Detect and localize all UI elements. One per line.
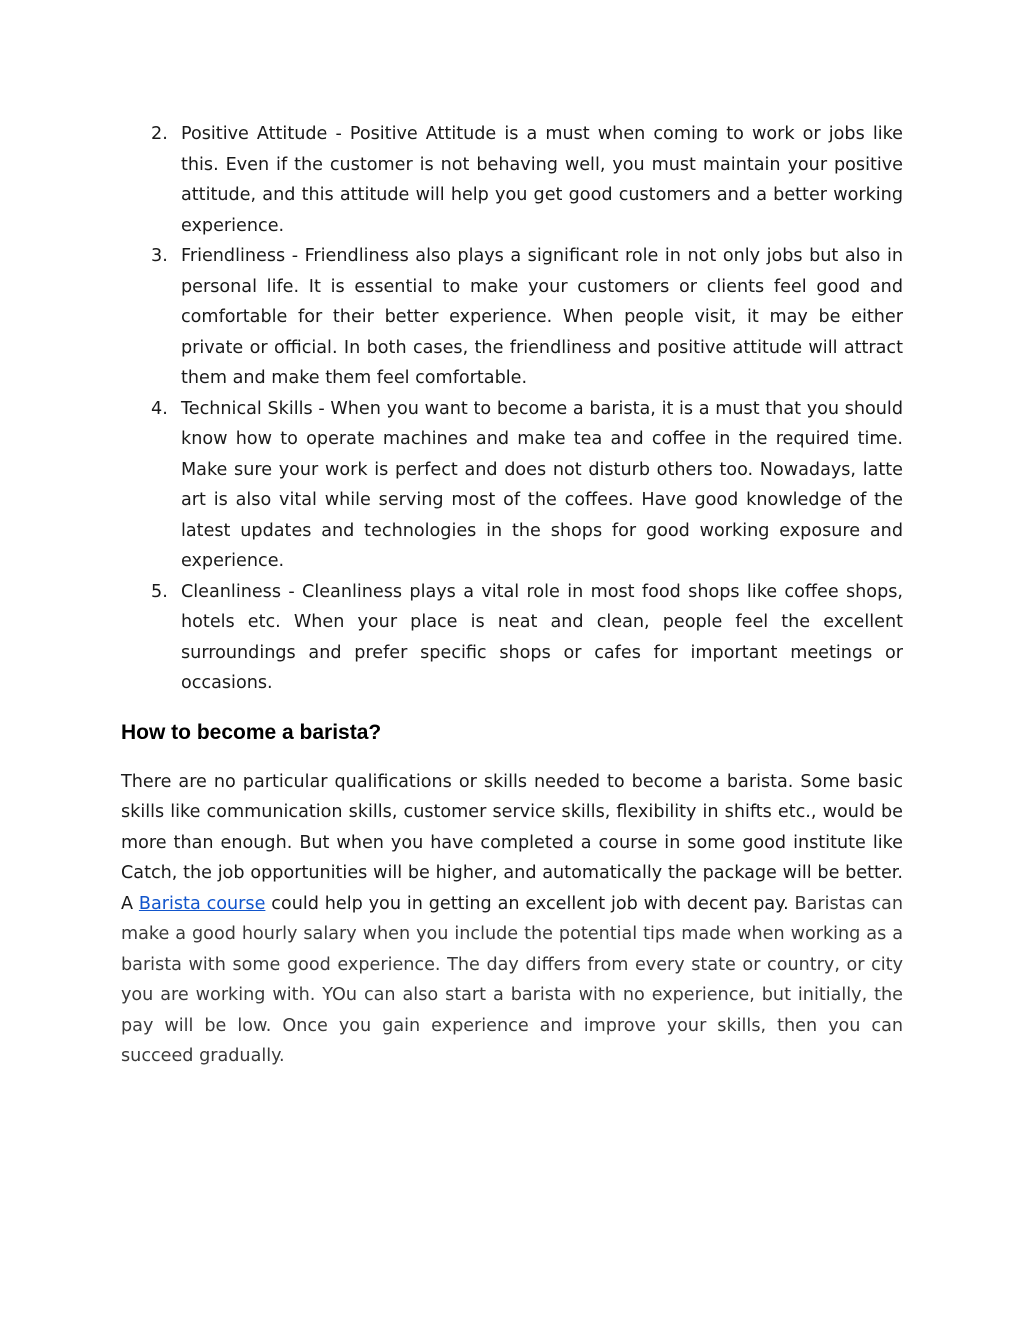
- section-heading: How to become a barista?: [121, 720, 382, 744]
- paragraph-text-before-link: There are no particular qualifications or skills needed to become a barista. Some basic skills like communication skills, customer service skills, flexibility in shifts etc., would be more than enough. But when you have completed a course in some good institute like Catch, the job opportunities will be higher, and automatically the package will be better. A: [121, 771, 903, 914]
- document-page: [121, 119, 903, 1072]
- list-item: [121, 119, 903, 241]
- body-paragraph: [121, 767, 903, 1072]
- list-item-text: Cleanliness - Cleanliness plays a vital role in most food shops like coffee shops, hotels etc. When your place is neat and clean, people feel the excellent surroundings and prefer specific shops or cafes for important meetings or occasions.: [181, 581, 903, 693]
- list-item: [121, 577, 903, 699]
- list-item-text: Technical Skills - When you want to become a barista, it is a must that you should know how to operate machines and make tea and coffee in the required time. Make sure your work is perfect and does not disturb others too. Nowadays, latte art is also vital while serving most of the coffees. Have good knowledge of the latest updates and technologies in the shops for good working exposure and experience.: [181, 398, 903, 571]
- list-item: [121, 241, 903, 394]
- list-item-text: Friendliness - Friendliness also plays a significant role in not only jobs but also in personal life. It is essential to make your customers or clients feel good and comfortable for their better experience. When people visit, it may be either private or official. In both cases, the friendliness and positive attitude will attract them and make them feel comfortable.: [181, 246, 903, 388]
- list-item-number: 5.: [151, 581, 168, 602]
- list-item-number: 4.: [151, 398, 168, 419]
- list-item-number: 2.: [151, 124, 168, 144]
- barista-course-link[interactable]: Barista course: [138, 893, 266, 914]
- list-item-text: Positive Attitude - Positive Attitude is a must when coming to work or jobs like this. Even if the customer is not behaving well, you must maintain your positive attitude, and this attitude will help you get good customers and a better working experience.: [181, 124, 903, 236]
- list-item: [121, 394, 903, 577]
- paragraph-text-after-link: could help you in getting an excellent job with decent pay.: [265, 893, 795, 914]
- paragraph-text-tail: Baristas can make a good hourly salary when you include the potential tips made when working as a barista with some good experience. The day differs from every state or country, or city you are working with. YOu can also start a barista with no experience, but initially, the pay will be low. Once you gain experience and improve your skills, then you can succeed gradually.: [121, 893, 903, 1066]
- list-item-number: 3.: [151, 246, 168, 266]
- skills-list: [121, 119, 903, 699]
